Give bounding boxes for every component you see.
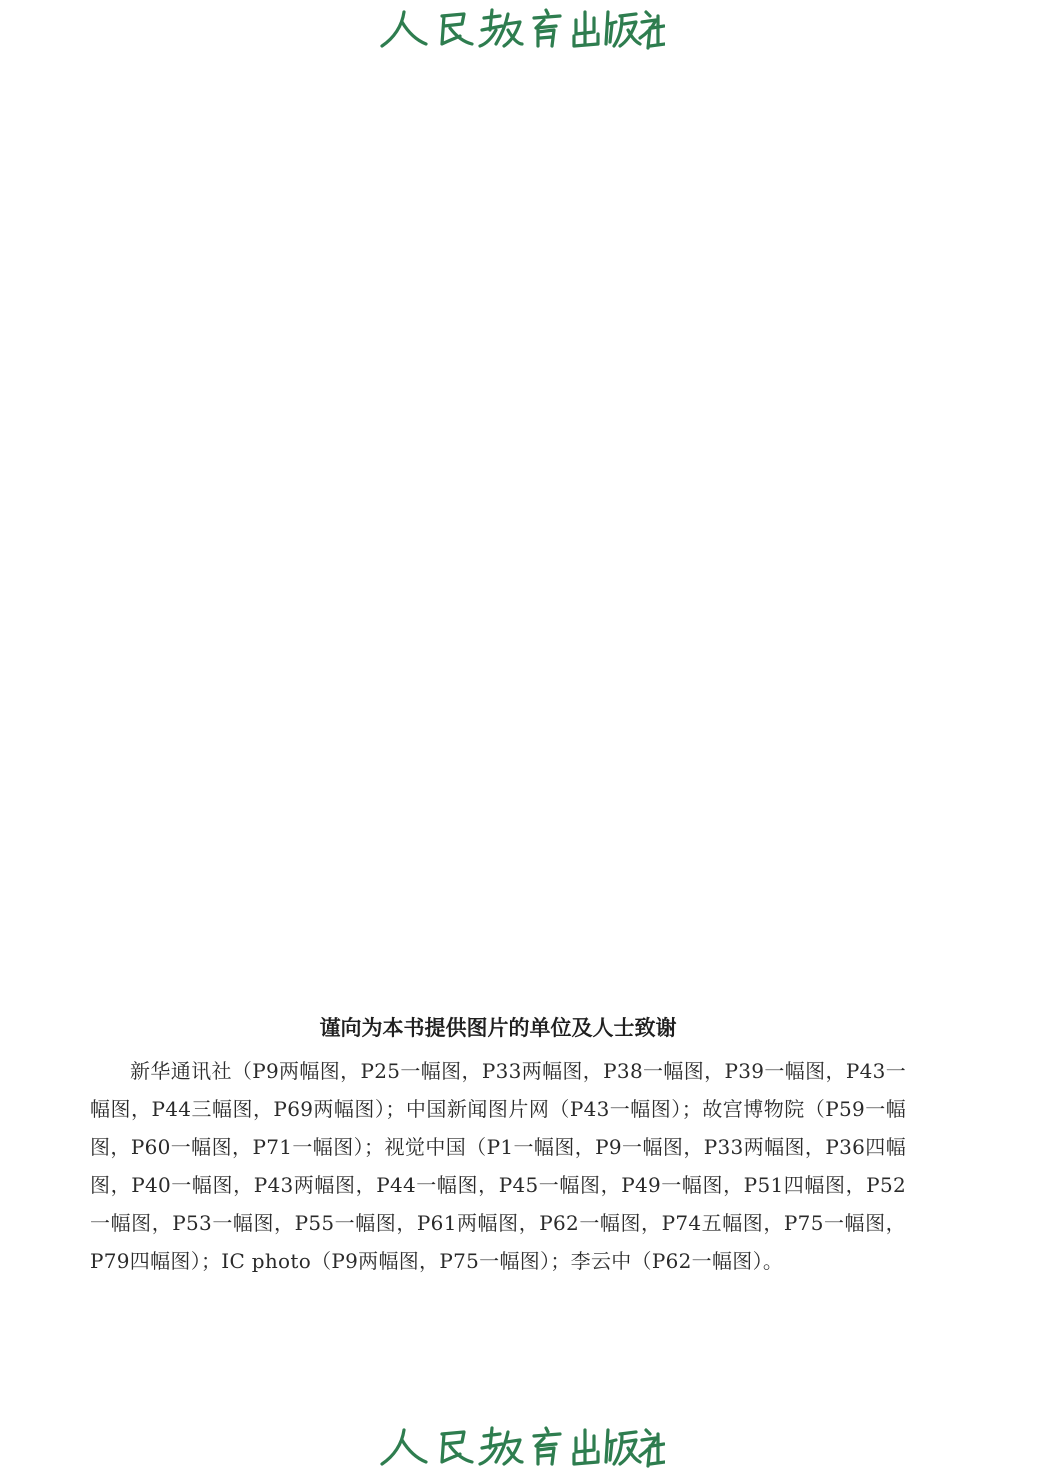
acknowledgement-title: 谨向为本书提供图片的单位及人士致谢: [319, 1016, 677, 1040]
acknowledgement-body: 新华通讯社（P9两幅图，P25一幅图，P33两幅图，P38一幅图，P39一幅图，P43一幅图，P44三幅图，P69两幅图）；中国新闻图片网（P43一幅图）；故宫博物院（P59一幅图，P60一幅图，P71一幅图）；视觉中国（P1一幅图，P9一幅图，P33两幅图，P36四幅图，P40一幅图，P43两幅图，P44一幅图，P45一幅图，P49一幅图，P51四幅图，P52一幅图，P53一幅图，P55一幅图，P61两幅图，P62一幅图，P74五幅图，P75一幅图，P79四幅图）；IC photo（P9两幅图，P75一幅图）；李云中（P62一幅图）。: [90, 1059, 906, 1273]
publisher-logo-calligraphy: [380, 1422, 665, 1470]
publisher-logo-bottom: [380, 1422, 665, 1470]
acknowledgement-section: [90, 1010, 906, 1280]
publisher-logo-calligraphy: [380, 4, 665, 52]
publisher-logo-top: [380, 4, 665, 52]
